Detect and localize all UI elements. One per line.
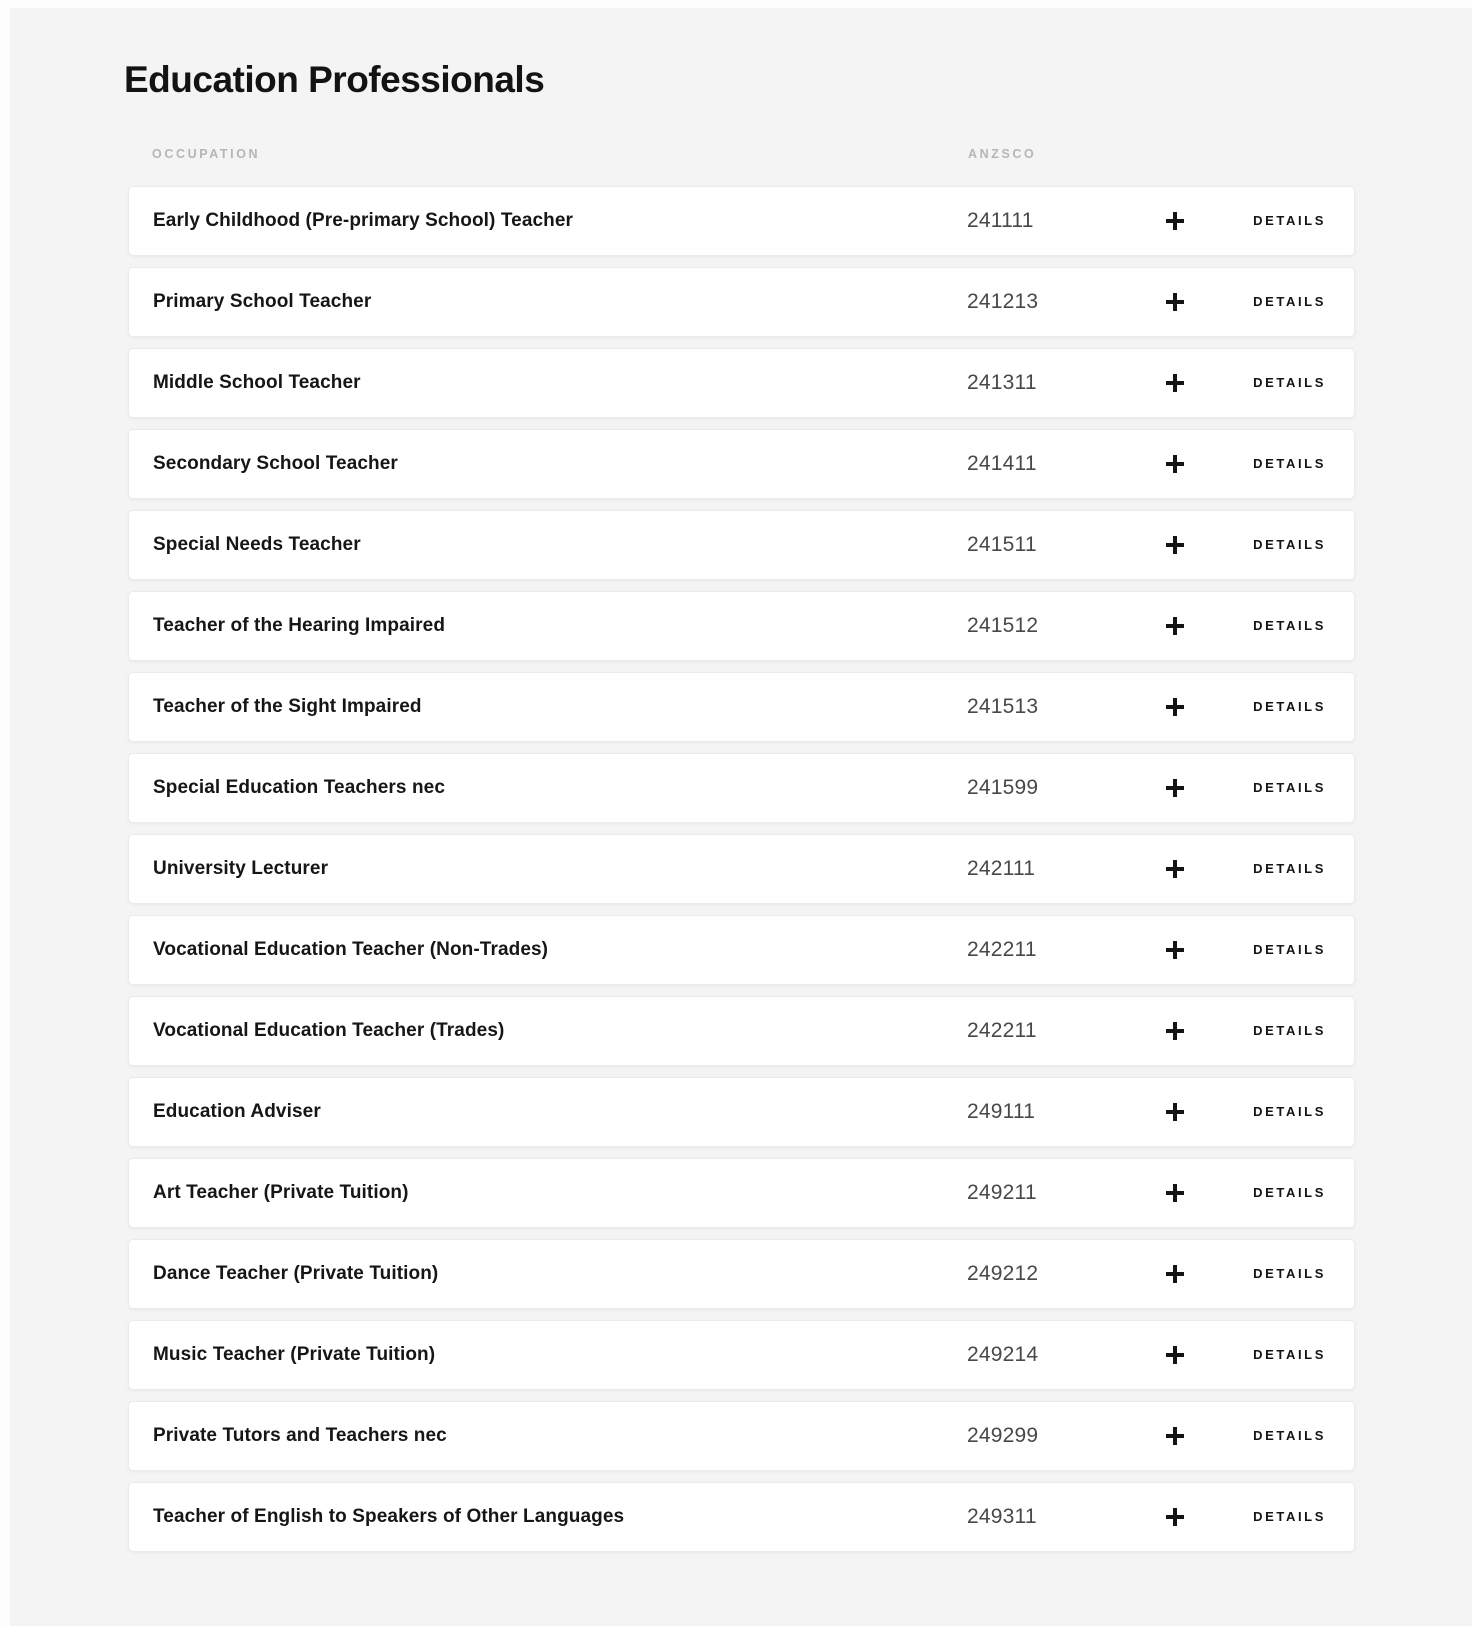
- table-row[interactable]: [128, 834, 1355, 904]
- occupation-column-header: OCCUPATION: [152, 147, 261, 161]
- anzsco-code: 242211: [967, 938, 1037, 961]
- details-button[interactable]: DETAILS: [1253, 294, 1326, 309]
- details-button[interactable]: DETAILS: [1253, 699, 1326, 714]
- occupation-name: Special Needs Teacher: [153, 534, 361, 555]
- occupation-name: Special Education Teachers nec: [153, 777, 445, 798]
- table-row[interactable]: [128, 429, 1355, 499]
- anzsco-code: 249211: [967, 1181, 1037, 1204]
- plus-icon[interactable]: [1166, 536, 1184, 554]
- occupation-name: Early Childhood (Pre-primary School) Teacher: [153, 210, 574, 231]
- plus-icon[interactable]: [1166, 1508, 1184, 1526]
- plus-icon[interactable]: [1166, 1265, 1184, 1283]
- table-row[interactable]: [128, 1077, 1355, 1147]
- table-row[interactable]: [128, 753, 1355, 823]
- occupation-name: Teacher of the Hearing Impaired: [153, 615, 446, 636]
- details-button[interactable]: DETAILS: [1253, 1347, 1326, 1362]
- table-row[interactable]: [128, 1239, 1355, 1309]
- details-button[interactable]: DETAILS: [1253, 1023, 1326, 1038]
- occupation-name: Education Adviser: [153, 1101, 321, 1122]
- anzsco-code: 249111: [967, 1100, 1036, 1123]
- details-button[interactable]: DETAILS: [1253, 618, 1326, 633]
- details-button[interactable]: DETAILS: [1253, 1509, 1326, 1524]
- plus-icon[interactable]: [1166, 1427, 1184, 1445]
- plus-icon[interactable]: [1166, 779, 1184, 797]
- plus-icon[interactable]: [1166, 293, 1184, 311]
- anzsco-code: 241213: [967, 290, 1039, 313]
- occupation-list: [128, 186, 1472, 1552]
- anzsco-code: 241311: [967, 371, 1037, 394]
- table-row[interactable]: [128, 591, 1355, 661]
- occupation-name: Dance Teacher (Private Tuition): [153, 1263, 439, 1284]
- anzsco-code: 241411: [967, 452, 1037, 475]
- table-header-row: [128, 146, 1355, 162]
- occupation-name: Primary School Teacher: [153, 291, 372, 312]
- anzsco-code: 249214: [967, 1343, 1039, 1366]
- details-button[interactable]: DETAILS: [1253, 1185, 1326, 1200]
- plus-icon[interactable]: [1166, 941, 1184, 959]
- occupation-name: Vocational Education Teacher (Non-Trades): [153, 939, 549, 960]
- occupation-name: Secondary School Teacher: [153, 453, 398, 474]
- anzsco-code: 249299: [967, 1424, 1039, 1447]
- occupation-name: Private Tutors and Teachers nec: [153, 1425, 447, 1446]
- anzsco-column-header: ANZSCO: [968, 147, 1037, 161]
- plus-icon[interactable]: [1166, 374, 1184, 392]
- details-button[interactable]: DETAILS: [1253, 780, 1326, 795]
- occupation-name: Music Teacher (Private Tuition): [153, 1344, 436, 1365]
- plus-icon[interactable]: [1166, 1184, 1184, 1202]
- plus-icon[interactable]: [1166, 617, 1184, 635]
- details-button[interactable]: DETAILS: [1253, 1104, 1326, 1119]
- details-button[interactable]: DETAILS: [1253, 213, 1326, 228]
- table-row[interactable]: [128, 348, 1355, 418]
- occupation-name: University Lecturer: [153, 858, 329, 879]
- details-button[interactable]: DETAILS: [1253, 942, 1326, 957]
- table-row[interactable]: [128, 915, 1355, 985]
- anzsco-code: 241512: [967, 614, 1039, 637]
- occupation-name: Vocational Education Teacher (Trades): [153, 1020, 505, 1041]
- table-row[interactable]: [128, 186, 1355, 256]
- table-row[interactable]: [128, 267, 1355, 337]
- occupation-name: Art Teacher (Private Tuition): [153, 1182, 409, 1203]
- plus-icon[interactable]: [1166, 212, 1184, 230]
- plus-icon[interactable]: [1166, 1103, 1184, 1121]
- occupation-name: Teacher of the Sight Impaired: [153, 696, 422, 717]
- details-button[interactable]: DETAILS: [1253, 375, 1326, 390]
- table-row[interactable]: [128, 1482, 1355, 1552]
- table-row[interactable]: [128, 672, 1355, 742]
- details-button[interactable]: DETAILS: [1253, 1266, 1326, 1281]
- table-row[interactable]: [128, 1158, 1355, 1228]
- anzsco-code: 242211: [967, 1019, 1037, 1042]
- page-title: Education Professionals: [124, 59, 545, 100]
- anzsco-code: 241511: [967, 533, 1037, 556]
- anzsco-code: 249212: [967, 1262, 1039, 1285]
- details-button[interactable]: DETAILS: [1253, 1428, 1326, 1443]
- plus-icon[interactable]: [1166, 1022, 1184, 1040]
- anzsco-code: 249311: [967, 1505, 1037, 1528]
- anzsco-code: 241513: [967, 695, 1039, 718]
- plus-icon[interactable]: [1166, 698, 1184, 716]
- details-button[interactable]: DETAILS: [1253, 537, 1326, 552]
- occupation-name: Teacher of English to Speakers of Other Languages: [153, 1506, 625, 1527]
- plus-icon[interactable]: [1166, 1346, 1184, 1364]
- content-panel: [10, 8, 1472, 1626]
- plus-icon[interactable]: [1166, 455, 1184, 473]
- table-row[interactable]: [128, 1401, 1355, 1471]
- details-button[interactable]: DETAILS: [1253, 861, 1326, 876]
- occupation-name: Middle School Teacher: [153, 372, 361, 393]
- table-row[interactable]: [128, 996, 1355, 1066]
- anzsco-code: 241599: [967, 776, 1039, 799]
- table-row[interactable]: [128, 510, 1355, 580]
- details-button[interactable]: DETAILS: [1253, 456, 1326, 471]
- anzsco-code: 241111: [967, 209, 1034, 232]
- table-row[interactable]: [128, 1320, 1355, 1390]
- anzsco-code: 242111: [967, 857, 1036, 880]
- plus-icon[interactable]: [1166, 860, 1184, 878]
